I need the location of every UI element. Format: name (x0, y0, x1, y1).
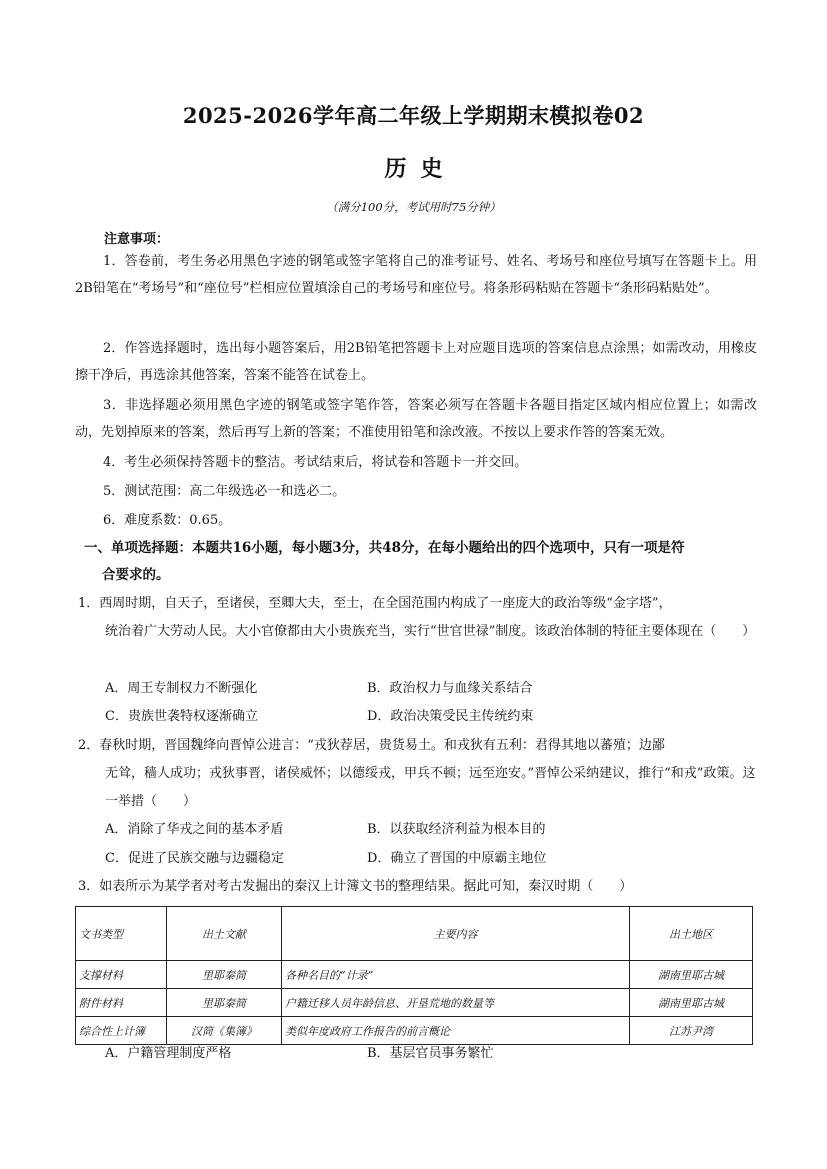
question-3-stem (78, 873, 758, 901)
notice-item-4: 4．考生必须保持答题卡的整洁。考试结束后，将试卷和答题卡一并交回。 (103, 455, 528, 470)
table-cell: 里耶秦简 (167, 961, 282, 989)
table-header-cell: 出土文献 (167, 907, 282, 961)
table-cell: 湖南里耶古城 (630, 989, 753, 1017)
table-cell: 各种名目的“计录” (282, 961, 630, 989)
question-2-option-d: D．确立了晋国的中原霸主地位 (367, 851, 547, 866)
notice-item-1: 1．答卷前，考生务必用黑色字迹的钢笔或签字笔将自己的准考证号、姓名、考场号和座位号填写在答题卡上。用2B铅笔在“考场号”和“座位号”栏相应位置填涂自己的考场号和座位号。将条形码粘贴在答题卡“条形码粘贴处”。 (75, 254, 757, 296)
table-cell: 湖南里耶古城 (630, 961, 753, 989)
table-header-row (76, 907, 753, 961)
table-cell: 类似年度政府工作报告的前言概论 (282, 1017, 630, 1045)
question-1-option-a: A．周王专制权力不断强化 (105, 681, 258, 696)
table-header-cell: 出土地区 (630, 907, 753, 961)
table-cell: 支撑材料 (76, 961, 167, 989)
question-2-stem-rest: 无耸，穑人成功；戎狄事晋，诸侯威怀；以德绥戎，甲兵不顿；远至迩安。”晋悼公采纳建议，推行“和戎”政策。这一举措（ ） (105, 766, 756, 809)
table-cell: 汉简《集簿》 (167, 1017, 282, 1045)
notice-item-6: 6．难度系数：0.65。 (103, 513, 232, 528)
notice-item-2: 2．作答选择题时，选出每小题答案后，用2B铅笔把答题卡上对应题目选项的答案信息点涂黑；如需改动，用橡皮擦干净后，再选涂其他答案，答案不能答在试卷上。 (75, 341, 757, 383)
notice-item-3: 3．非选择题必须用黑色字迹的钢笔或签字笔作答，答案必须写在答题卡各题目指定区域内相应位置上；如需改动，先划掉原来的答案，然后再写上新的答案；不准使用铅笔和涂改液。不按以上要求作答的答案无效。 (75, 398, 757, 440)
table-row (76, 989, 753, 1017)
subject-title: 历史 (384, 156, 457, 182)
question-3-option-b: B．基层官员事务繁忙 (367, 1046, 494, 1061)
table-header-cell: 文书类型 (76, 907, 167, 961)
question-1-option-b: B．政治权力与血缘关系结合 (367, 681, 533, 696)
question-1-option-c: C．贵族世袭特权逐渐确立 (105, 709, 258, 724)
question-2-number: 2． (78, 738, 100, 753)
question-1-stem (78, 590, 758, 646)
source-table (75, 906, 753, 1045)
table-cell: 附件材料 (76, 989, 167, 1017)
question-2-stem-first: 春秋时期，晋国魏绛向晋悼公进言：“戎狄荐居，贵货易土。和戎狄有五利：君得其地以蕃殖；边鄙 (99, 738, 665, 753)
table-row (76, 1017, 753, 1045)
table-cell: 综合性上计簿 (76, 1017, 167, 1045)
question-3-number: 3． (78, 879, 100, 894)
notice-heading: 注意事项： (104, 232, 170, 247)
question-1-option-d: D．政治决策受民主传统约束 (367, 709, 534, 724)
question-1-stem-rest: 统治着广大劳动人民。大小官僚都由大小贵族充当，实行“世官世禄”制度。该政治体制的特征主要体现在（ ） (105, 624, 756, 639)
section-heading-line1: 一、单项选择题：本题共16小题，每小题3分，共48分，在每小题给出的四个选项中，只有一项是符 (84, 540, 685, 556)
question-2-option-b: B．以获取经济利益为根本目的 (367, 822, 546, 837)
question-2-option-c: C．促进了民族交融与边疆稳定 (105, 851, 284, 866)
page-title: 2025-2026学年高二年级上学期期末模拟卷02 (182, 103, 645, 128)
notice-item-5: 5．测试范围：高二年级选必一和选必二。 (103, 484, 346, 499)
question-2-stem (78, 732, 758, 816)
exam-info: （满分100分，考试用时75分钟） (326, 200, 501, 214)
table-header-cell: 主要内容 (282, 907, 630, 961)
question-3-stem-first: 如表所示为某学者对考古发掘出的秦汉上计簿文书的整理结果。据此可知，秦汉时期（ ） (99, 879, 633, 894)
question-2-option-a: A．消除了华戎之间的基本矛盾 (105, 822, 284, 837)
table-cell: 江苏尹湾 (630, 1017, 753, 1045)
table-cell: 里耶秦简 (167, 989, 282, 1017)
question-3-option-a: A．户籍管理制度严格 (105, 1046, 232, 1061)
section-heading-line2: 合要求的。 (102, 567, 170, 583)
question-1-number: 1． (78, 596, 100, 611)
question-1-stem-first: 西周时期，自天子，至诸侯，至卿大夫，至士，在全国范围内构成了一座庞大的政治等级“金字塔”， (99, 596, 672, 611)
section-heading (84, 535, 754, 589)
table-row (76, 961, 753, 989)
table-cell: 户籍迁移人员年龄信息、开垦荒地的数量等 (282, 989, 630, 1017)
